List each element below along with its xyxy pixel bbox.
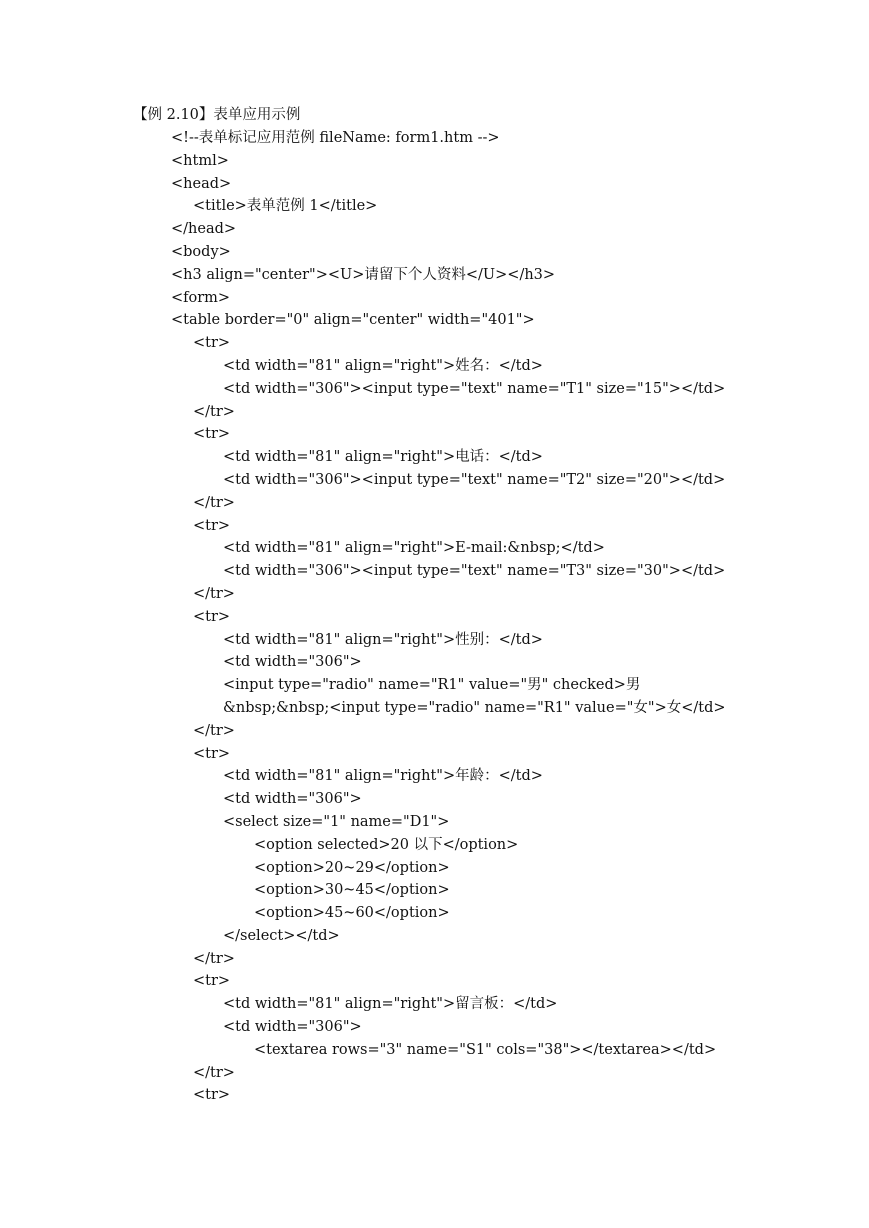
code-line: <td width="81" align="right">E-mail:&nbsp;</td> bbox=[223, 540, 605, 557]
code-line: <table border="0" align="center" width="401"> bbox=[171, 312, 535, 329]
code-line: &nbsp;&nbsp;<input type="radio" name="R1" value="女">女</td> bbox=[223, 699, 726, 716]
code-line: <textarea rows="3" name="S1" cols="38"></textarea></td> bbox=[254, 1041, 717, 1058]
code-line: <td width="306"><input type="text" name="T1" size="15"></td> bbox=[223, 380, 726, 397]
code-line: <option selected>20 以下</option> bbox=[254, 836, 519, 853]
code-line: <tr> bbox=[193, 426, 231, 443]
code-line: <tr> bbox=[193, 973, 231, 990]
code-line: <body> bbox=[171, 243, 231, 260]
code-line: </head> bbox=[171, 221, 237, 238]
code-line: <tr> bbox=[193, 335, 231, 352]
code-line: <tr> bbox=[193, 608, 231, 625]
code-line: </tr> bbox=[193, 722, 235, 739]
code-line: <td width="306"><input type="text" name="T3" size="30"></td> bbox=[223, 563, 726, 580]
code-line: <h3 align="center"><U>请留下个人资料</U></h3> bbox=[171, 266, 556, 283]
code-line: </tr> bbox=[193, 494, 235, 511]
code-line: <option>30~45</option> bbox=[254, 882, 450, 899]
code-line: <tr> bbox=[193, 745, 231, 762]
code-line: <td width="81" align="right">姓名：</td> bbox=[223, 357, 543, 374]
code-line: <!--表单标记应用范例 fileName: form1.htm --> bbox=[171, 130, 500, 146]
code-line: </tr> bbox=[193, 403, 235, 420]
code-line: <tr> bbox=[193, 1087, 231, 1104]
code-line: <form> bbox=[171, 289, 231, 306]
code-line: <tr> bbox=[193, 517, 231, 534]
code-line: <td width="306"> bbox=[223, 654, 362, 671]
code-line: <td width="306"> bbox=[223, 791, 362, 808]
example-heading: 【例 2.10】表单应用示例 bbox=[133, 107, 301, 123]
code-line: </tr> bbox=[193, 585, 235, 602]
code-line: </tr> bbox=[193, 1064, 235, 1081]
code-line: <td width="81" align="right">性别：</td> bbox=[223, 631, 543, 648]
code-line: <head> bbox=[171, 175, 232, 192]
code-line: <option>20~29</option> bbox=[254, 859, 450, 876]
code-line: <td width="81" align="right">年龄：</td> bbox=[223, 768, 543, 785]
code-line: <td width="306"><input type="text" name="T2" size="20"></td> bbox=[223, 471, 726, 488]
code-line: <option>45~60</option> bbox=[254, 905, 450, 922]
code-line: <select size="1" name="D1"> bbox=[223, 813, 450, 830]
code-line: <td width="81" align="right">留言板：</td> bbox=[223, 996, 558, 1013]
code-listing bbox=[0, 127, 869, 1107]
code-line: <input type="radio" name="R1" value="男" checked>男 bbox=[223, 677, 641, 694]
code-line: <title>表单范例 1</title> bbox=[193, 198, 378, 215]
code-line: <td width="306"> bbox=[223, 1019, 362, 1036]
code-line: <td width="81" align="right">电话：</td> bbox=[223, 449, 543, 466]
code-line: </select></td> bbox=[223, 927, 340, 944]
code-line: </tr> bbox=[193, 950, 235, 967]
code-line: <html> bbox=[171, 152, 229, 169]
